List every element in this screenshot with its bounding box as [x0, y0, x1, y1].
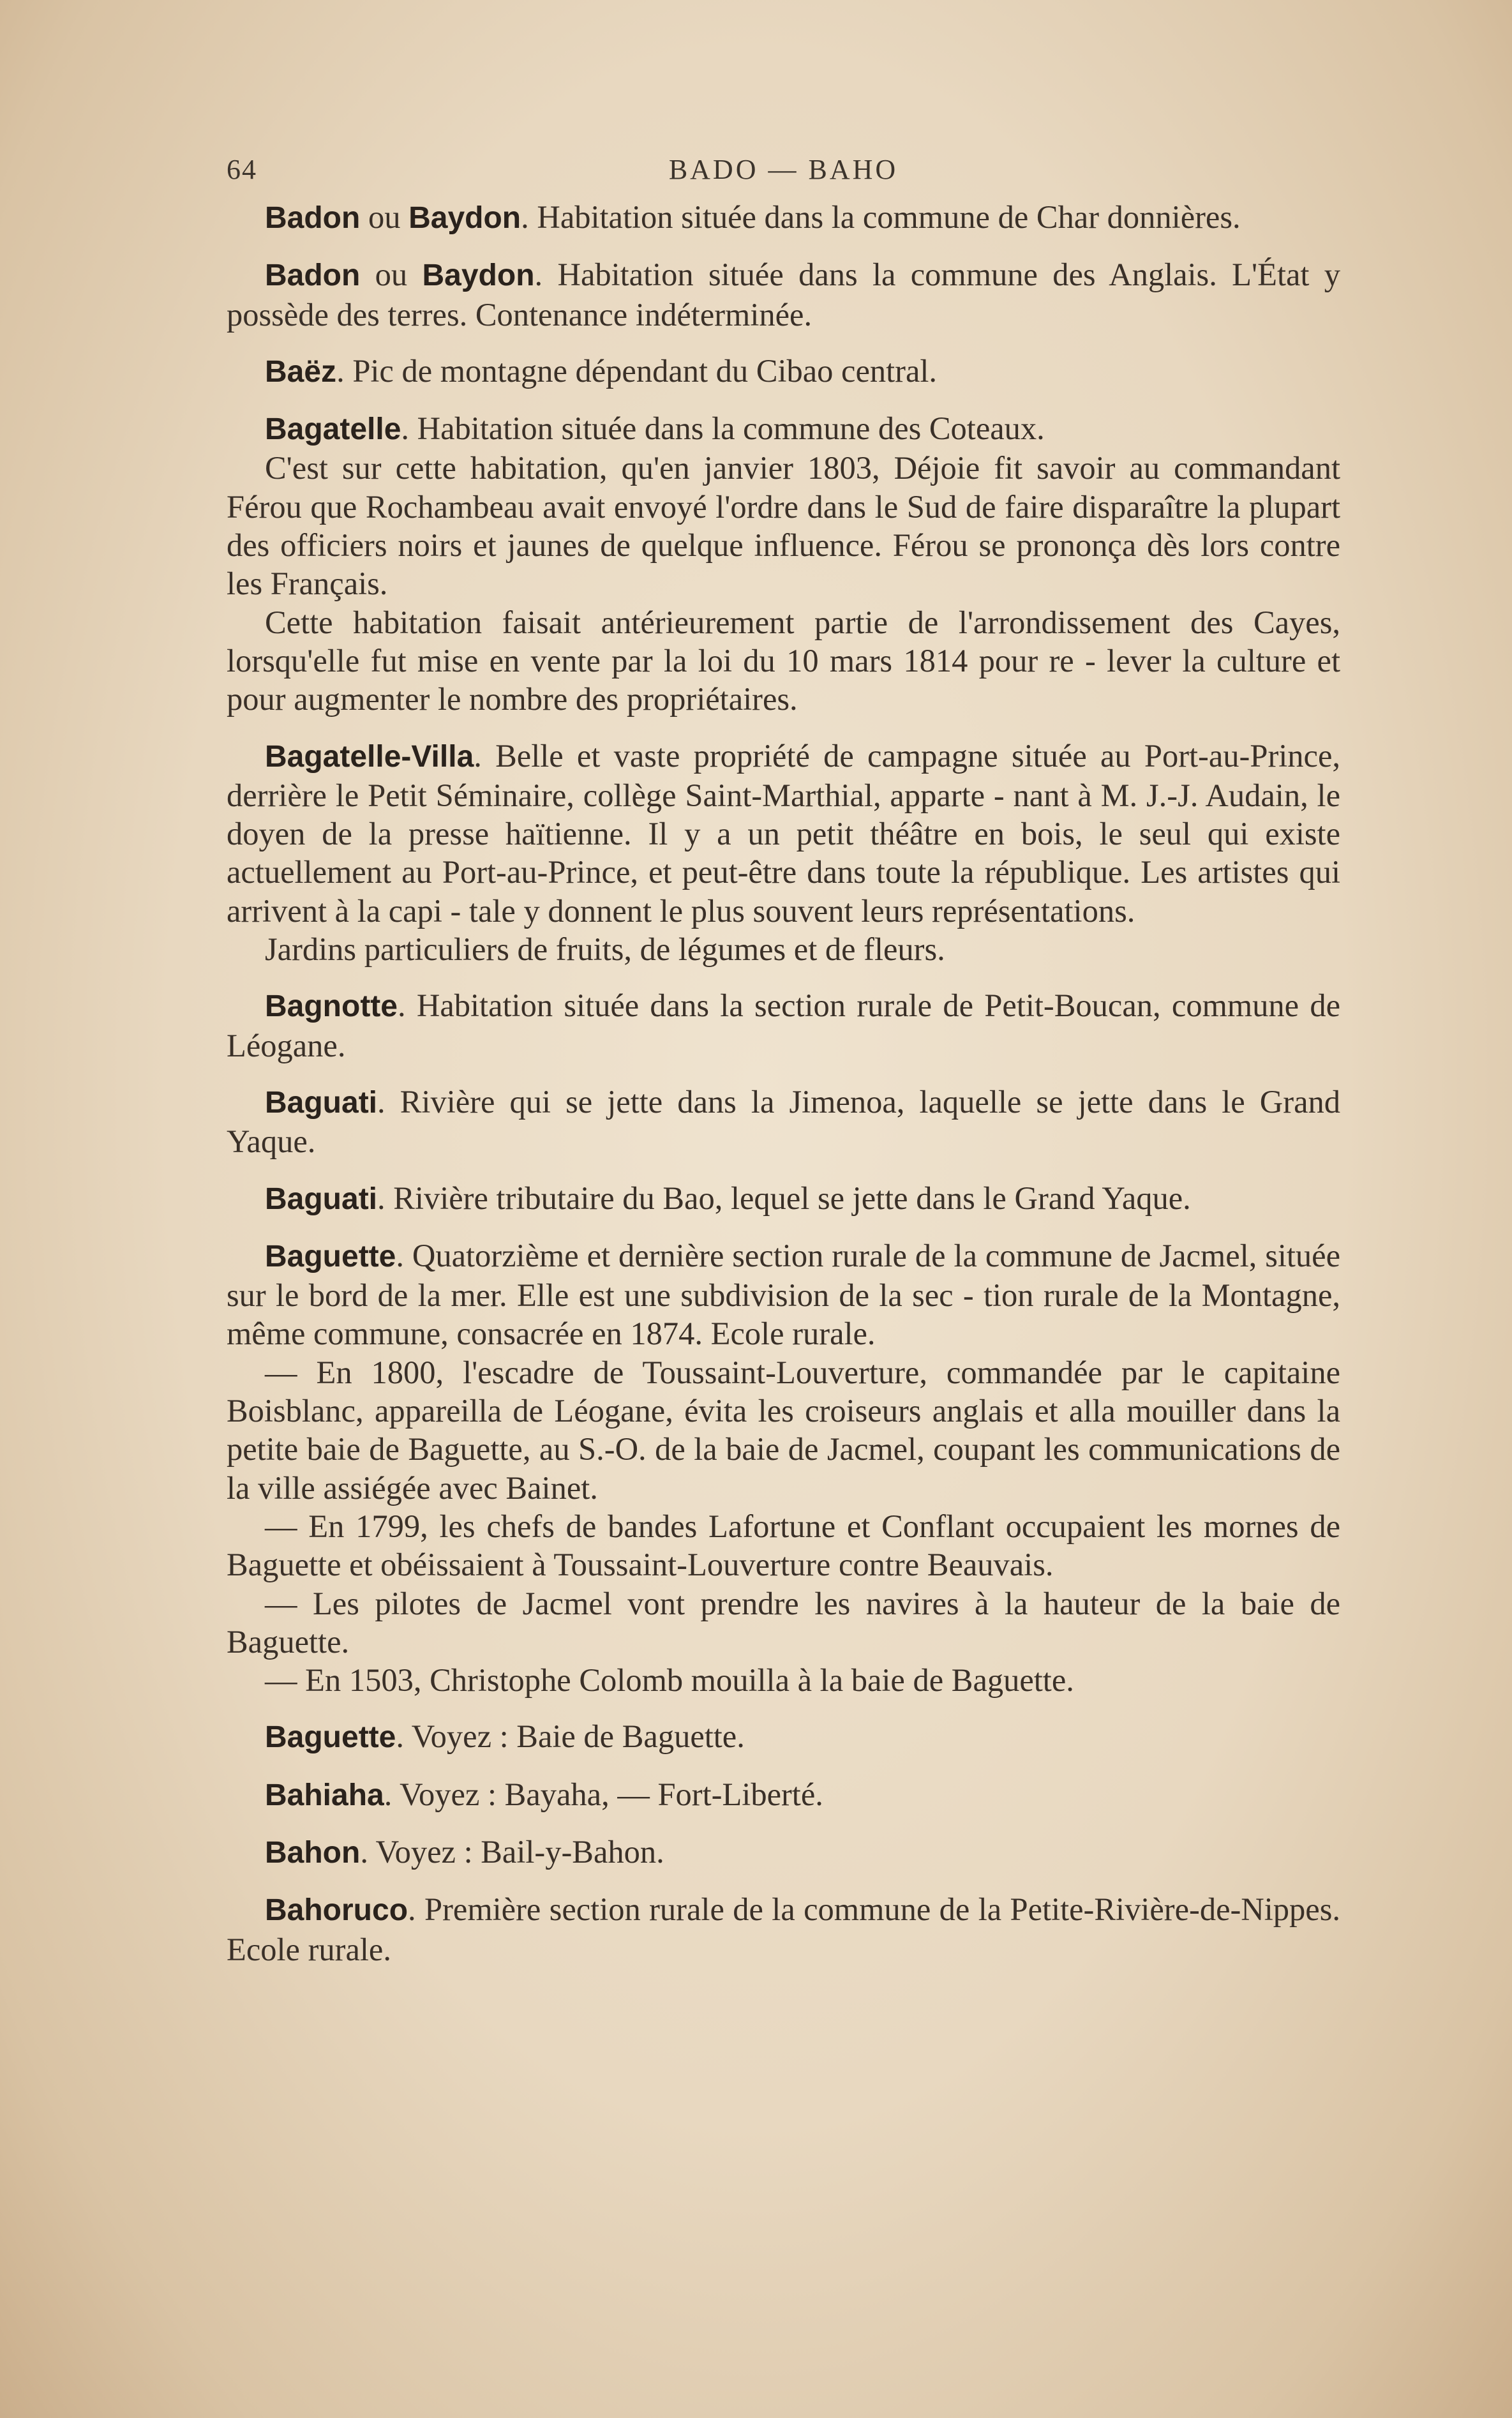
entry-paragraph: [227, 1083, 1340, 1161]
dictionary-entry: [227, 1083, 1340, 1161]
entry-text: Jardins particuliers de fruits, de légumes et de fleurs.: [265, 931, 945, 968]
entry-paragraph: [227, 409, 1340, 449]
entry-headword: Bagatelle-Villa: [265, 739, 474, 774]
entry-text: . Habitation située dans la section rurale de Petit-Boucan, commune de Léogane.: [227, 987, 1340, 1063]
entry-headword: Baguette: [265, 1239, 396, 1273]
entry-headword: Bahon: [265, 1835, 361, 1870]
dictionary-entry: [227, 198, 1340, 237]
entry-paragraph: [227, 1890, 1340, 1969]
entry-text: . Première section rurale de la commune de la Petite-Rivière-de-Nippes. Ecole rurale.: [227, 1891, 1340, 1967]
entry-text: — Les pilotes de Jacmel vont prendre les navires à la hauteur de la baie de Baguette.: [227, 1585, 1340, 1660]
entry-headword: Baguati: [265, 1085, 378, 1120]
entry-paragraph: [227, 1717, 1340, 1757]
entry-text: Cette habitation faisait antérieurement partie de l'arrondissement des Cayes, lorsqu'elle fut mise en vente par la loi du 10 mars 1814 pour re - lever la culture et pour augmenter le nombre des propriétaires.: [227, 604, 1340, 717]
entry-text: . Pic de montagne dépendant du Cibao central.: [336, 352, 938, 389]
entry-text: . Rivière qui se jette dans la Jimenoa, laquelle se jette dans le Grand Yaque.: [227, 1083, 1340, 1160]
entry-paragraph: [227, 198, 1340, 237]
entry-text: . Voyez : Baie de Baguette.: [396, 1718, 745, 1755]
entry-paragraph: [227, 1833, 1340, 1872]
headword-connector: ou: [360, 199, 409, 235]
entry-paragraph: [227, 255, 1340, 334]
entry-text: . Habitation située dans la commune des Anglais. L'État y possède des terres. Contenance indéterminée.: [227, 257, 1341, 333]
dictionary-entry: [227, 1890, 1340, 1969]
entry-headword: Bagnotte: [265, 989, 398, 1024]
entry-text: . Quatorzième et dernière section rurale de la commune de Jacmel, située sur le bord de la mer. Elle est une subdivision de la sec - tion rurale de la Montagne, même commune, consacrée en 1874. Ecole rurale.: [227, 1237, 1340, 1352]
entry-paragraph: [227, 1775, 1340, 1815]
entry-paragraph: [227, 1179, 1340, 1219]
entry-text: . Voyez : Bail-y-Bahon.: [360, 1833, 664, 1870]
dictionary-entry: [227, 1179, 1340, 1219]
entry-text: . Belle et vaste propriété de campagne située au Port-au-Prince, derrière le Petit Séminaire, collège Saint-Marthial, apparte - nant à M. J.-J. Audain, le doyen de la presse haïtienne. Il y a un petit théâtre en bois, le seul qui existe actuellement au Port-au-Prince, et peut-être dans toute la république. Les artistes qui arrivent à la capi - tale y donnent le plus souvent leurs représentations.: [227, 737, 1340, 929]
entry-headword: Baguati: [265, 1182, 378, 1216]
document-page: [227, 147, 1340, 1986]
running-head: BADO — BAHO: [668, 154, 899, 185]
entries-list: [227, 198, 1340, 1969]
entry-headword-variant: Baydon: [422, 259, 535, 293]
entry-text: — En 1799, les chefs de bandes Lafortune et Conflant occupaient les mornes de Baguette et obéissaient à Toussaint-Louverture contre Beauvais.: [227, 1508, 1340, 1583]
entry-paragraph: [227, 449, 1340, 603]
entry-headword: Baguette: [265, 1720, 396, 1755]
entry-paragraph: [227, 930, 1340, 968]
entry-paragraph: [227, 986, 1340, 1065]
entry-paragraph: [227, 737, 1340, 930]
entry-paragraph: [227, 1236, 1340, 1353]
dictionary-entry: [227, 409, 1340, 718]
entry-headword: Bahiaha: [265, 1778, 384, 1812]
entry-headword: Bagatelle: [265, 412, 401, 447]
entry-text: — En 1503, Christophe Colomb mouilla à la baie de Baguette.: [265, 1662, 1074, 1699]
entry-paragraph: [227, 1507, 1340, 1584]
headword-connector: ou: [360, 257, 423, 293]
entry-headword: Badon: [265, 201, 361, 235]
dictionary-entry: [227, 1717, 1340, 1757]
dictionary-entry: [227, 1775, 1340, 1815]
dictionary-entry: [227, 1236, 1340, 1700]
entry-text: C'est sur cette habitation, qu'en janvier 1803, Déjoie fit savoir au commandant Férou que Rochambeau avait envoyé l'ordre dans le Sud de faire disparaître la plupart des officiers noirs et jaunes de quelque influence. Férou se prononça dès lors contre les Français.: [227, 450, 1340, 602]
dictionary-entry: [227, 1833, 1340, 1872]
page-header: [227, 147, 1340, 198]
entry-headword: Badon: [265, 259, 361, 293]
entry-text: . Habitation située dans la commune des Coteaux.: [401, 410, 1045, 447]
dictionary-entry: [227, 737, 1340, 969]
entry-headword-variant: Baydon: [408, 201, 521, 235]
entry-paragraph: [227, 603, 1340, 719]
dictionary-entry: [227, 255, 1340, 334]
entry-text: . Voyez : Bayaha, — Fort-Liberté.: [384, 1776, 823, 1812]
page-number: 64: [227, 154, 257, 185]
entry-text: . Habitation située dans la commune de Char donnières.: [521, 199, 1241, 235]
entry-text: — En 1800, l'escadre de Toussaint-Louverture, commandée par le capitaine Boisblanc, appareilla de Léogane, évita les croiseurs anglais et alla mouiller dans la petite baie de Baguette, au S.-O. de la baie de Jacmel, coupant les communications de la ville assiégée avec Bainet.: [227, 1354, 1340, 1506]
entry-paragraph: [227, 1353, 1340, 1507]
dictionary-entry: [227, 352, 1340, 391]
entry-text: . Rivière tributaire du Bao, lequel se jette dans le Grand Yaque.: [377, 1180, 1191, 1216]
dictionary-entry: [227, 986, 1340, 1065]
entry-paragraph: [227, 352, 1340, 391]
entry-headword: Bahoruco: [265, 1893, 408, 1928]
entry-headword: Baëz: [265, 354, 337, 389]
entry-paragraph: [227, 1661, 1340, 1699]
entry-paragraph: [227, 1584, 1340, 1662]
